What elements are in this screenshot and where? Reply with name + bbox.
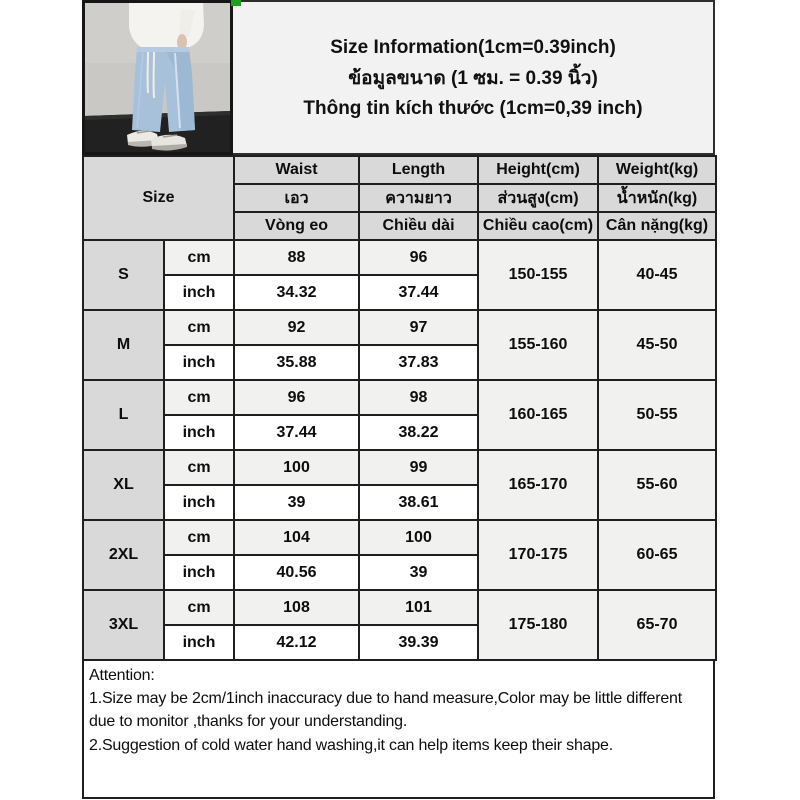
jeans-model-illustration <box>85 3 230 152</box>
waist-header-en: Waist <box>234 156 359 184</box>
attention-box <box>82 661 715 799</box>
unit-cm-label: cm <box>164 310 234 345</box>
length-inch-value: 38.61 <box>359 485 478 520</box>
weight-header-en: Weight(kg) <box>598 156 716 184</box>
unit-inch-label: inch <box>164 275 234 310</box>
header-row-english <box>83 156 716 184</box>
waist-inch-value: 34.32 <box>234 275 359 310</box>
row-XL-cm <box>83 450 716 485</box>
height-range-value: 175-180 <box>478 590 598 660</box>
length-inch-value: 38.22 <box>359 415 478 450</box>
size-chart-sheet <box>82 0 715 799</box>
waist-inch-value: 35.88 <box>234 345 359 380</box>
unit-cm-label: cm <box>164 520 234 555</box>
length-inch-value: 39.39 <box>359 625 478 660</box>
weight-range-value: 55-60 <box>598 450 716 520</box>
title-thai: ข้อมูลขนาด (1 ซม. = 0.39 นิ้ว) <box>348 67 598 89</box>
length-cm-value: 99 <box>359 450 478 485</box>
waist-inch-value: 40.56 <box>234 555 359 590</box>
weight-range-value: 40-45 <box>598 240 716 310</box>
height-range-value: 165-170 <box>478 450 598 520</box>
waist-cm-value: 92 <box>234 310 359 345</box>
length-cm-value: 100 <box>359 520 478 555</box>
length-cm-value: 97 <box>359 310 478 345</box>
row-S-cm <box>83 240 716 275</box>
size-label-XL: XL <box>83 450 164 520</box>
height-header-th: ส่วนสูง(cm) <box>478 184 598 212</box>
size-label-M: M <box>83 310 164 380</box>
green-pixel-artifact <box>231 0 241 6</box>
weight-range-value: 50-55 <box>598 380 716 450</box>
waist-inch-value: 39 <box>234 485 359 520</box>
weight-header-th: น้ำหนัก(kg) <box>598 184 716 212</box>
length-header-vi: Chiều dài <box>359 212 478 240</box>
weight-range-value: 65-70 <box>598 590 716 660</box>
waist-cm-value: 108 <box>234 590 359 625</box>
row-L-cm <box>83 380 716 415</box>
length-cm-value: 98 <box>359 380 478 415</box>
waist-cm-value: 88 <box>234 240 359 275</box>
attention-title: Attention: <box>89 667 155 684</box>
waist-header-th: เอว <box>234 184 359 212</box>
product-photo <box>82 0 233 155</box>
size-label-S: S <box>83 240 164 310</box>
top-row <box>82 0 715 155</box>
unit-inch-label: inch <box>164 625 234 660</box>
height-header-en: Height(cm) <box>478 156 598 184</box>
size-header-cell: Size <box>83 156 234 240</box>
length-cm-value: 96 <box>359 240 478 275</box>
weight-range-value: 60-65 <box>598 520 716 590</box>
length-header-th: ความยาว <box>359 184 478 212</box>
height-range-value: 155-160 <box>478 310 598 380</box>
height-range-value: 150-155 <box>478 240 598 310</box>
size-table <box>82 155 717 661</box>
title-box <box>233 0 715 155</box>
weight-header-vi: Cân nặng(kg) <box>598 212 716 240</box>
row-M-cm <box>83 310 716 345</box>
unit-cm-label: cm <box>164 380 234 415</box>
height-range-value: 160-165 <box>478 380 598 450</box>
length-inch-value: 39 <box>359 555 478 590</box>
length-header-en: Length <box>359 156 478 184</box>
size-label-L: L <box>83 380 164 450</box>
weight-range-value: 45-50 <box>598 310 716 380</box>
waist-header-vi: Vòng eo <box>234 212 359 240</box>
title-english: Size Information(1cm=0.39inch) <box>330 36 616 58</box>
row-2XL-cm <box>83 520 716 555</box>
waist-inch-value: 37.44 <box>234 415 359 450</box>
unit-inch-label: inch <box>164 555 234 590</box>
row-3XL-cm <box>83 590 716 625</box>
unit-inch-label: inch <box>164 345 234 380</box>
height-header-vi: Chiều cao(cm) <box>478 212 598 240</box>
length-cm-value: 101 <box>359 590 478 625</box>
unit-cm-label: cm <box>164 240 234 275</box>
unit-cm-label: cm <box>164 450 234 485</box>
attention-note-1: 1.Size may be 2cm/1inch inaccuracy due to hand measure,Color may be little different due to monitor ,thanks for your understanding. <box>89 690 682 731</box>
size-label-3XL: 3XL <box>83 590 164 660</box>
waist-cm-value: 104 <box>234 520 359 555</box>
waist-cm-value: 96 <box>234 380 359 415</box>
unit-inch-label: inch <box>164 415 234 450</box>
waist-inch-value: 42.12 <box>234 625 359 660</box>
title-vietnamese: Thông tin kích thước (1cm=0,39 inch) <box>303 98 643 120</box>
waist-cm-value: 100 <box>234 450 359 485</box>
attention-note-2: 2.Suggestion of cold water hand washing,it can help items keep their shape. <box>89 736 614 754</box>
length-inch-value: 37.44 <box>359 275 478 310</box>
height-range-value: 170-175 <box>478 520 598 590</box>
length-inch-value: 37.83 <box>359 345 478 380</box>
size-label-2XL: 2XL <box>83 520 164 590</box>
unit-cm-label: cm <box>164 590 234 625</box>
unit-inch-label: inch <box>164 485 234 520</box>
